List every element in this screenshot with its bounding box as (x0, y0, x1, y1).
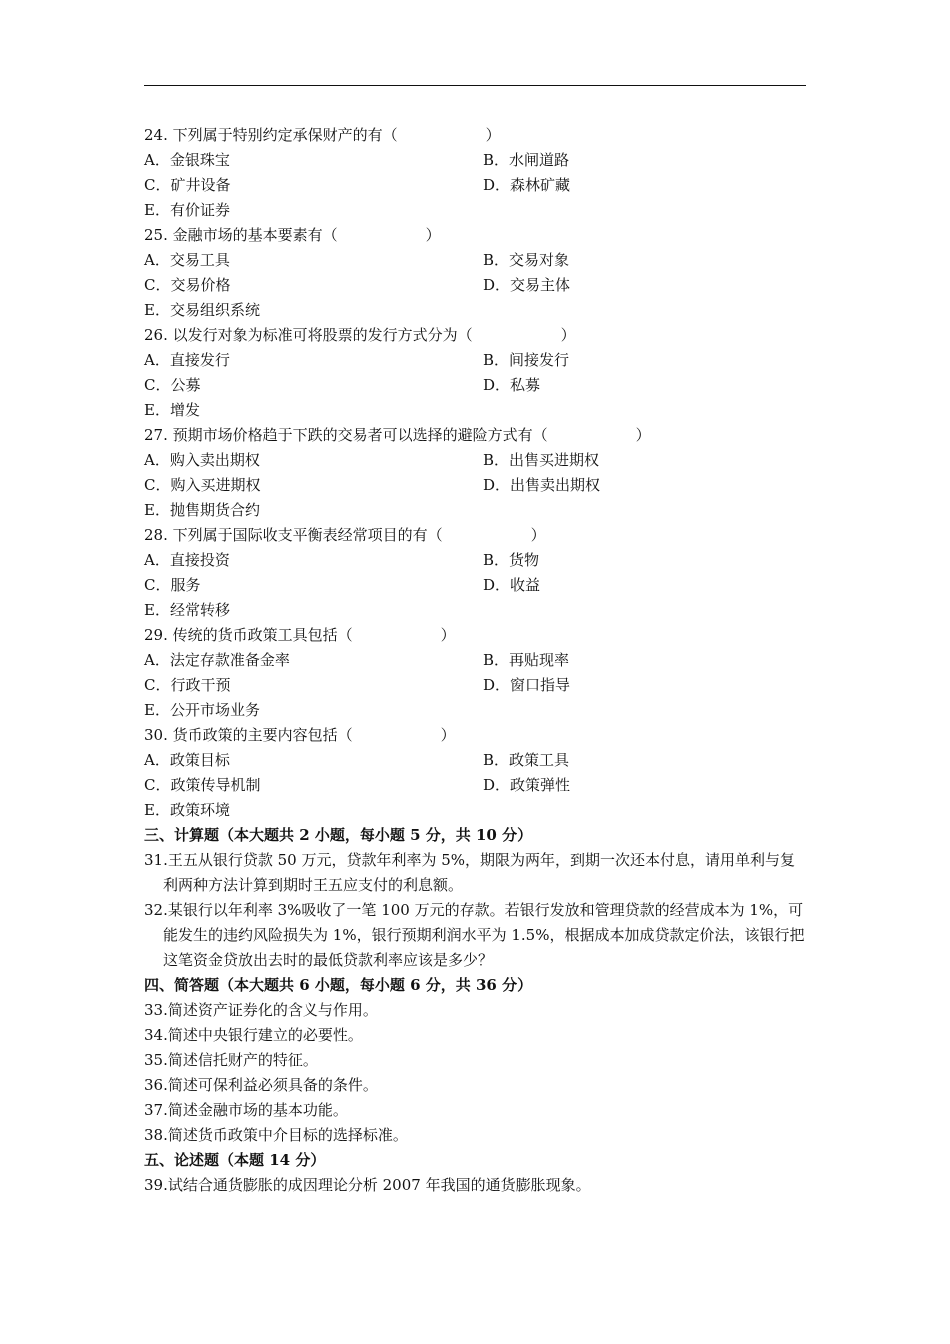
option-e: E．公开市场业务 (144, 701, 260, 719)
option-row (144, 648, 806, 673)
question-27 (144, 423, 806, 523)
option-a: A．政策目标 (144, 751, 230, 769)
option-b: B．水闸道路 (483, 151, 570, 169)
question-25 (144, 223, 806, 323)
question-24 (144, 123, 806, 223)
option-row (144, 273, 806, 298)
question-28 (144, 523, 806, 623)
question-38: 38.简述货币政策中介目标的选择标准。 (144, 1126, 408, 1144)
option-a: A．法定存款准备金率 (144, 651, 290, 669)
option-row (144, 748, 806, 773)
section-5-title: 五、论述题（本题 14 分） (144, 1151, 326, 1169)
option-d: D．出售卖出期权 (483, 476, 601, 494)
section-3-title: 三、计算题（本大题共 2 小题，每小题 5 分，共 10 分） (144, 826, 533, 844)
option-row (144, 773, 806, 798)
option-b: B．出售买进期权 (483, 451, 600, 469)
question-30 (144, 723, 806, 823)
question-36: 36.简述可保利益必须具备的条件。 (144, 1076, 378, 1094)
question-39: 39.试结合通货膨胀的成因理论分析 2007 年我国的通货膨胀现象。 (144, 1176, 591, 1194)
question-29 (144, 623, 806, 723)
option-e: E．政策环境 (144, 801, 230, 819)
question-stem: 25. 金融市场的基本要素有（ ） (144, 226, 441, 244)
option-d: D．森林矿藏 (483, 176, 571, 194)
option-c: C．购入买进期权 (144, 476, 261, 494)
option-row (144, 373, 806, 398)
option-a: A．交易工具 (144, 251, 230, 269)
question-26 (144, 323, 806, 423)
question-32: 32.某银行以年利率 3%吸收了一笔 100 万元的存款。若银行发放和管理贷款的经营成本为 1%，可能发生的违约风险损失为 1%，银行预期利润水平为 1.5%，根据成本加成贷款定价法，该银行把这笔资金贷放出去时的最低贷款利率应该是多少？ (144, 901, 805, 969)
option-row (144, 673, 806, 698)
option-e: E．增发 (144, 401, 200, 419)
option-a: A．直接发行 (144, 351, 230, 369)
option-a: A．购入卖出期权 (144, 451, 260, 469)
section-4-title: 四、简答题（本大题共 6 小题，每小题 6 分，共 36 分） (144, 976, 533, 994)
option-b: B．间接发行 (483, 351, 570, 369)
question-37: 37.简述金融市场的基本功能。 (144, 1101, 348, 1119)
question-stem: 30. 货币政策的主要内容包括（ ） (144, 726, 456, 744)
option-row (144, 148, 806, 173)
option-row (144, 348, 806, 373)
question-stem: 27. 预期市场价格趋于下跌的交易者可以选择的避险方式有（ ） (144, 426, 651, 444)
option-row (144, 548, 806, 573)
option-row (144, 573, 806, 598)
question-stem: 28. 下列属于国际收支平衡表经常项目的有（ ） (144, 526, 546, 544)
question-31: 31.王五从银行贷款 50 万元，贷款年利率为 5%，期限为两年，到期一次还本付息，请用单利与复利两种方法计算到期时王五应支付的利息额。 (144, 851, 796, 894)
option-b: B．再贴现率 (483, 651, 570, 669)
option-d: D．政策弹性 (483, 776, 571, 794)
option-a: A．直接投资 (144, 551, 230, 569)
question-stem: 26. 以发行对象为标准可将股票的发行方式分为（ ） (144, 326, 576, 344)
option-b: B．政策工具 (483, 751, 570, 769)
option-d: D．私募 (483, 376, 541, 394)
option-d: D．收益 (483, 576, 541, 594)
question-stem: 29. 传统的货币政策工具包括（ ） (144, 626, 456, 644)
option-c: C．交易价格 (144, 276, 231, 294)
option-d: D．交易主体 (483, 276, 571, 294)
option-e: E．抛售期货合约 (144, 501, 260, 519)
option-row (144, 173, 806, 198)
exam-content (144, 123, 806, 1198)
question-stem: 24. 下列属于特别约定承保财产的有（ ） (144, 126, 501, 144)
option-row (144, 248, 806, 273)
header-rule (144, 85, 806, 86)
option-c: C．公募 (144, 376, 201, 394)
option-b: B．交易对象 (483, 251, 570, 269)
option-c: C．行政干预 (144, 676, 231, 694)
option-e: E．经常转移 (144, 601, 230, 619)
option-d: D．窗口指导 (483, 676, 571, 694)
option-a: A．金银珠宝 (144, 151, 230, 169)
option-row (144, 473, 806, 498)
option-e: E．有价证券 (144, 201, 230, 219)
option-c: C．矿井设备 (144, 176, 231, 194)
option-c: C．服务 (144, 576, 201, 594)
option-row (144, 448, 806, 473)
option-b: B．货物 (483, 551, 540, 569)
option-c: C．政策传导机制 (144, 776, 261, 794)
question-34: 34.简述中央银行建立的必要性。 (144, 1026, 363, 1044)
question-35: 35.简述信托财产的特征。 (144, 1051, 318, 1069)
question-33: 33.简述资产证券化的含义与作用。 (144, 1001, 378, 1019)
option-e: E．交易组织系统 (144, 301, 260, 319)
